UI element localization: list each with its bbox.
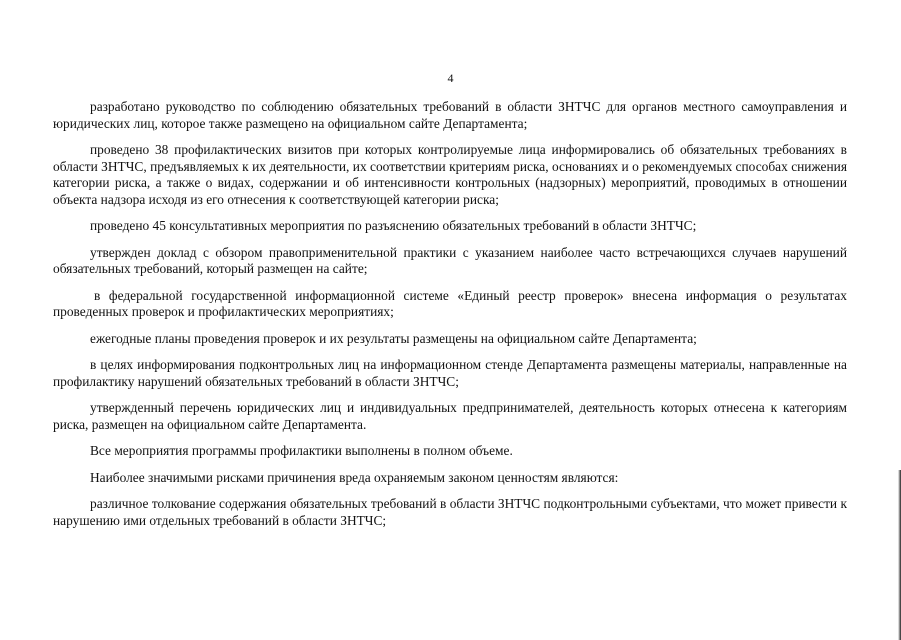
page-number: 4 xyxy=(447,71,454,85)
paragraph-practice-report: утвержден доклад с обзором правоприменительной практики с указанием наиболее часто встречающихся случаев нарушений обязательных требований, который размещен на сайте; xyxy=(53,244,847,276)
paragraph-inspection-registry: в федеральной государственной информационной системе «Единый реестр проверок» внесена информация о результатах проведенных проверок и профилактических мероприятиях; xyxy=(53,287,847,319)
paragraph-program-completed: Все мероприятия программы профилактики выполнены в полном объеме. xyxy=(90,443,513,458)
paragraph-risk-list: утвержденный перечень юридических лиц и индивидуальных предпринимателей, деятельность которых отнесена к категориям риска, размещен на официальном сайте Департамента. xyxy=(53,400,847,432)
paragraph-info-stand: в целях информирования подконтрольных лиц на информационном стенде Департамента размещены материалы, направленные на профилактику нарушений обязательных требований в области ЗНТЧС; xyxy=(53,357,847,389)
paragraph-preventive-visits: проведено 38 профилактических визитов при которых контролируемые лица информировались об обязательных требованиях в области ЗНТЧС, предъявляемых к их деятельности, их соответствии критериям риска, основаниях и о рекомендуемых способах снижения категории риска, а также о видах, содержании и об интенсивности контрольных (надзорных) мероприятий, проводимых в отношении объекта надзора исходя из его отнесения к соответствующей категории риска; xyxy=(53,142,847,207)
paragraph-annual-plans: ежегодные планы проведения проверок и их результаты размещены на официальном сайте Департамента; xyxy=(90,330,697,346)
paragraph-guidance: разработано руководство по соблюдению обязательных требований в области ЗНТЧС для органов местного самоуправления и юридических лиц, которое также размещено на официальном сайте Департамента; xyxy=(53,99,847,131)
document-body xyxy=(53,99,847,539)
paragraph-consultations: проведено 45 консультативных мероприятия по разъяснению обязательных требований в области ЗНТЧС; xyxy=(90,218,697,233)
paragraph-interpretation-risk: различное толкование содержания обязательных требований в области ЗНТЧС подконтрольными субъектами, что может привести к нарушению ими отдельных требований в области ЗНТЧС; xyxy=(53,496,847,528)
paragraph-significant-risks: Наиболее значимыми рисками причинения вреда охраняемым законом ценностям являются: xyxy=(90,469,619,485)
